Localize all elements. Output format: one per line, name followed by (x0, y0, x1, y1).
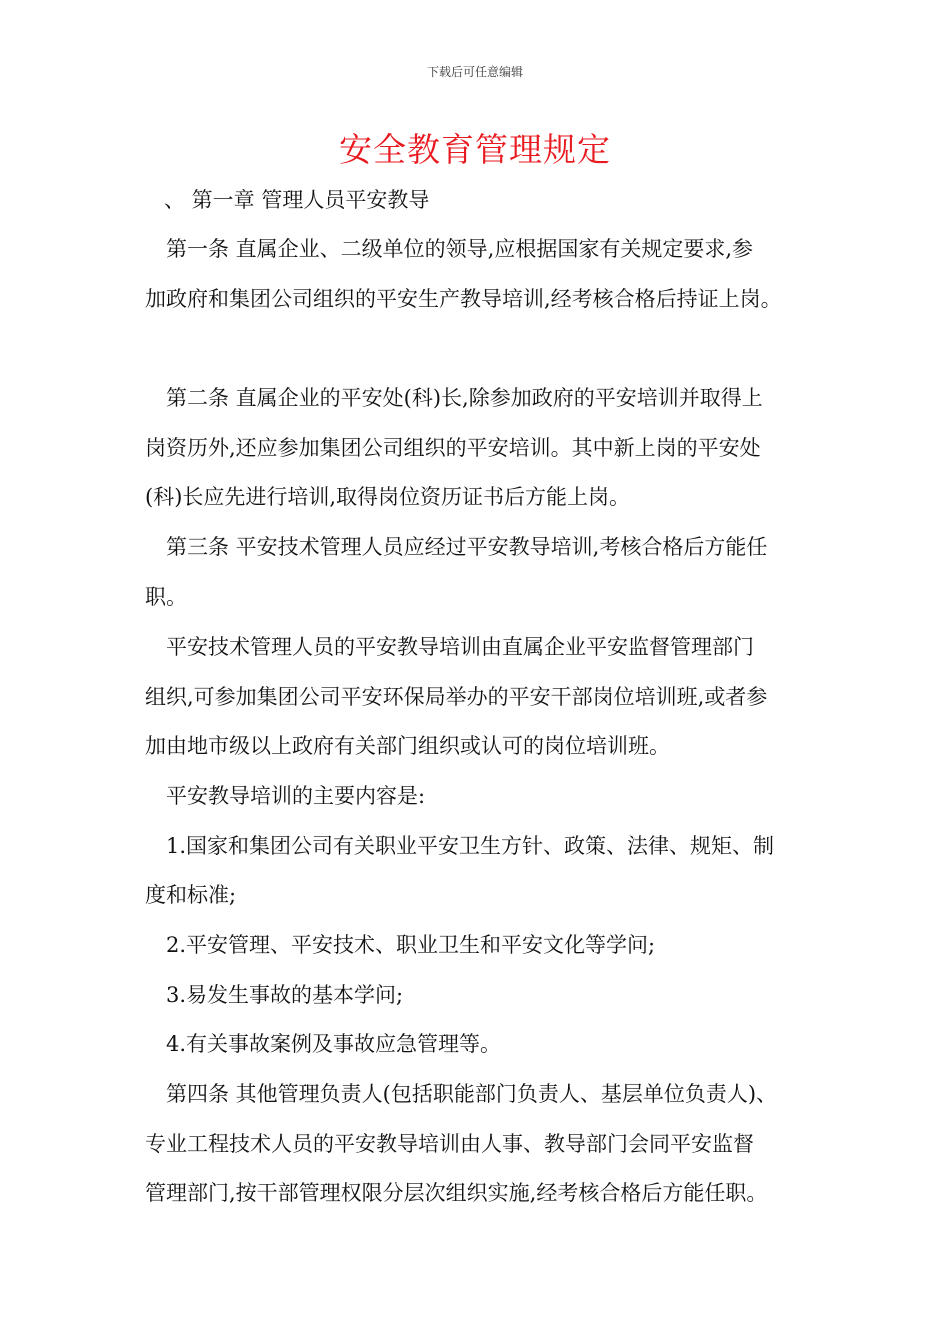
paragraph-line: 第一条 直属企业、二级单位的领导,应根据国家有关规定要求,参 (166, 237, 754, 261)
list-item: 3.易发生事故的基本学问; (166, 983, 404, 1007)
document-title: 安全教育管理规定 (339, 130, 611, 169)
paragraph-line: 管理部门,按干部管理权限分层次组织实施,经考核合格后方能任职。 (145, 1181, 768, 1205)
paragraph-line: 平安技术管理人员的平安教导培训由直属企业平安监督管理部门 (166, 635, 754, 659)
list-item-continued: 度和标准; (145, 883, 237, 907)
paragraph-line: 第四条 其他管理负责人(包括职能部门负责人、基层单位负责人)、 (166, 1082, 778, 1106)
paragraph-line: 平安教导培训的主要内容是: (166, 784, 426, 808)
page-header: 下载后可任意编辑 (426, 65, 523, 79)
list-item: 2.平安管理、平安技术、职业卫生和平安文化等学问; (166, 933, 656, 957)
list-item: 1.国家和集团公司有关职业平安卫生方针、政策、法律、规矩、制 (166, 834, 775, 858)
paragraph-line: (科)长应先进行培训,取得岗位资历证书后方能上岗。 (145, 485, 631, 509)
paragraph-line: 专业工程技术人员的平安教导培训由人事、教导部门会同平安监督 (145, 1132, 754, 1156)
paragraph-line: 加由地市级以上政府有关部门组织或认可的岗位培训班。 (145, 734, 670, 758)
list-item: 4.有关事故案例及事故应急管理等。 (166, 1032, 502, 1056)
chapter-heading: 、 第一章 管理人员平安教导 (164, 188, 430, 212)
paragraph-line: 职。 (145, 585, 187, 609)
paragraph-line: 组织,可参加集团公司平安环保局举办的平安干部岗位培训班,或者参 (145, 685, 768, 709)
paragraph-line: 第三条 平安技术管理人员应经过平安教导培训,考核合格后方能任 (166, 535, 768, 559)
paragraph-line: 第二条 直属企业的平安处(科)长,除参加政府的平安培训并取得上 (166, 386, 763, 410)
paragraph-line: 岗资历外,还应参加集团公司组织的平安培训。其中新上岗的平安处 (145, 436, 761, 460)
paragraph-line: 加政府和集团公司组织的平安生产教导培训,经考核合格后持证上岗。 (145, 287, 782, 311)
